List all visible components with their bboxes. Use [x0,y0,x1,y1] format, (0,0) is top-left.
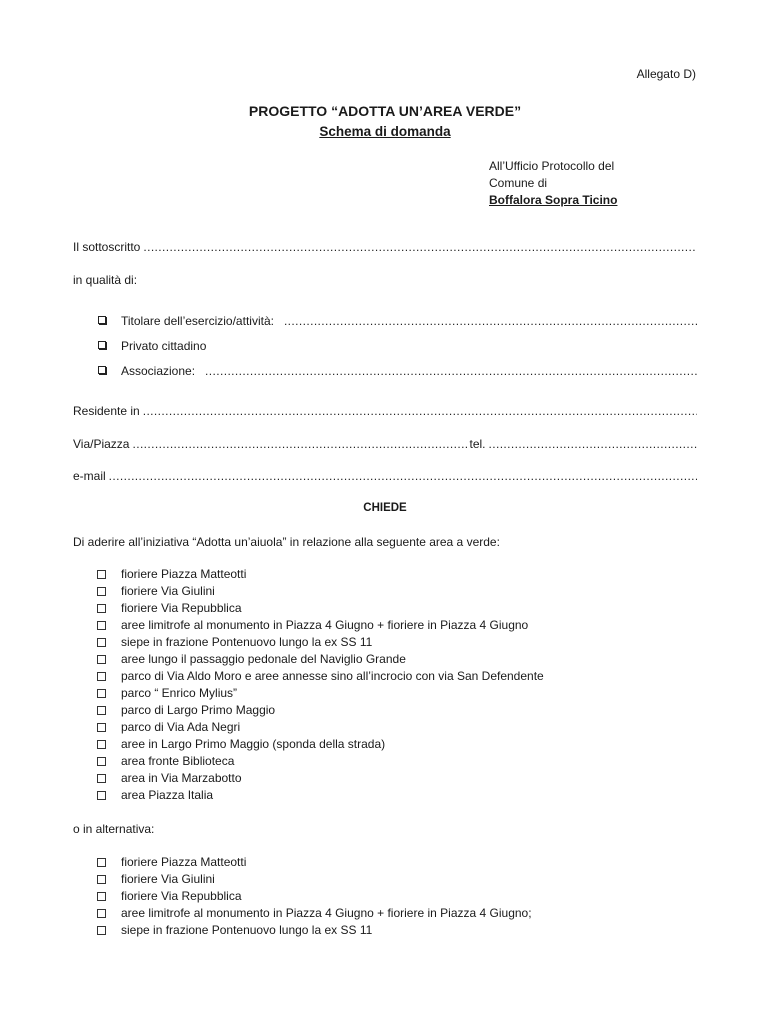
checkbox-icon[interactable] [97,740,106,749]
list-item[interactable] [97,888,532,905]
area-list [97,566,544,804]
recipient-line-1: All’Ufficio Protocollo del [489,159,615,173]
alternative-label: o in alternativa: [73,822,155,836]
list-item[interactable] [97,617,544,634]
resident-blank[interactable] [143,404,697,418]
list-item[interactable] [97,770,544,787]
recipient-block [489,158,617,209]
email-field[interactable] [73,469,697,483]
checkbox-icon[interactable] [97,757,106,766]
checkbox-icon[interactable] [98,341,106,349]
area-label: fioriere Via Repubblica [121,601,242,615]
checkbox-icon[interactable] [97,706,106,715]
area-label: parco di Largo Primo Maggio [121,703,276,717]
capacity-option-label: Titolare dell’esercizio/attività: [121,314,274,328]
owner-blank[interactable] [284,314,697,328]
area-label: fioriere Via Giulini [121,872,215,886]
checkbox-icon[interactable] [97,604,106,613]
capacity-option-private[interactable] [98,339,697,353]
capacity-option-owner[interactable] [98,314,697,328]
checkbox-icon[interactable] [97,909,106,918]
list-item[interactable] [97,583,544,600]
undersigned-label: Il sottoscritto [73,240,141,254]
capacity-option-association[interactable] [98,364,697,378]
list-item[interactable] [97,753,544,770]
checkbox-icon[interactable] [97,570,106,579]
checkbox-icon[interactable] [97,587,106,596]
email-blank[interactable] [109,469,697,483]
checkbox-icon[interactable] [98,366,106,374]
recipient-line-2: Comune di [489,176,548,190]
document-subtitle: Schema di domanda [319,124,451,139]
list-item[interactable] [97,668,544,685]
area-label: siepe in frazione Pontenuovo lungo la ex SS 11 [121,635,373,649]
intro-text: Di aderire all’iniziativa “Adotta un’aiuola” in relazione alla seguente area a verde: [73,535,500,549]
checkbox-icon[interactable] [97,774,106,783]
area-label: fioriere Via Repubblica [121,889,242,903]
list-item[interactable] [97,854,532,871]
checkbox-icon[interactable] [97,858,106,867]
checkbox-icon[interactable] [97,621,106,630]
resident-field[interactable] [73,404,697,418]
capacity-option-label: Associazione: [121,364,196,378]
list-item[interactable] [97,922,532,939]
tel-blank[interactable] [489,437,698,451]
street-blank[interactable] [132,437,467,451]
email-label: e-mail [73,469,106,483]
checkbox-icon[interactable] [97,892,106,901]
requests-heading: CHIEDE [363,502,407,514]
area-label: aree in Largo Primo Maggio (sponda della strada) [121,737,386,751]
list-item[interactable] [97,600,544,617]
list-item[interactable] [97,566,544,583]
checkbox-icon[interactable] [97,655,106,664]
list-item[interactable] [97,651,544,668]
capacity-label: in qualità di: [73,273,138,287]
area-label: area fronte Biblioteca [121,754,235,768]
document-title: PROGETTO “ADOTTA UN’AREA VERDE” [248,103,522,119]
list-item[interactable] [97,905,532,922]
area-label: fioriere Piazza Matteotti [121,567,247,581]
annex-label: Allegato D) [636,67,696,81]
area-label: fioriere Piazza Matteotti [121,855,247,869]
street-tel-field[interactable] [73,437,697,451]
list-item[interactable] [97,871,532,888]
checkbox-icon[interactable] [97,638,106,647]
area-label: aree lungo il passaggio pedonale del Naviglio Grande [121,652,406,666]
area-label: fioriere Via Giulini [121,584,215,598]
area-label: aree limitrofe al monumento in Piazza 4 Giugno + fioriere in Piazza 4 Giugno [121,618,529,632]
list-item[interactable] [97,719,544,736]
alternative-area-list [97,854,532,939]
area-label: parco di Via Aldo Moro e aree annesse sino all’incrocio con via San Defendente [121,669,544,683]
checkbox-icon[interactable] [97,875,106,884]
list-item[interactable] [97,634,544,651]
checkbox-icon[interactable] [98,316,106,324]
area-label: area in Via Marzabotto [121,771,242,785]
association-blank[interactable] [205,364,697,378]
area-label: parco “ Enrico Mylius” [121,686,238,700]
checkbox-icon[interactable] [97,791,106,800]
undersigned-field[interactable] [73,240,697,254]
recipient-municipality: Boffalora Sopra Ticino [489,193,618,207]
tel-label: tel. [469,437,486,451]
list-item[interactable] [97,787,544,804]
capacity-option-label: Privato cittadino [121,339,207,353]
street-label: Via/Piazza [73,437,130,451]
area-label: siepe in frazione Pontenuovo lungo la ex SS 11 [121,923,373,937]
list-item[interactable] [97,702,544,719]
area-label: aree limitrofe al monumento in Piazza 4 Giugno + fioriere in Piazza 4 Giugno; [121,906,532,920]
resident-label: Residente in [73,404,140,418]
checkbox-icon[interactable] [97,672,106,681]
area-label: parco di Via Ada Negri [121,720,241,734]
area-label: area Piazza Italia [121,788,214,802]
list-item[interactable] [97,685,544,702]
checkbox-icon[interactable] [97,689,106,698]
checkbox-icon[interactable] [97,926,106,935]
checkbox-icon[interactable] [97,723,106,732]
list-item[interactable] [97,736,544,753]
undersigned-blank[interactable] [143,240,697,254]
